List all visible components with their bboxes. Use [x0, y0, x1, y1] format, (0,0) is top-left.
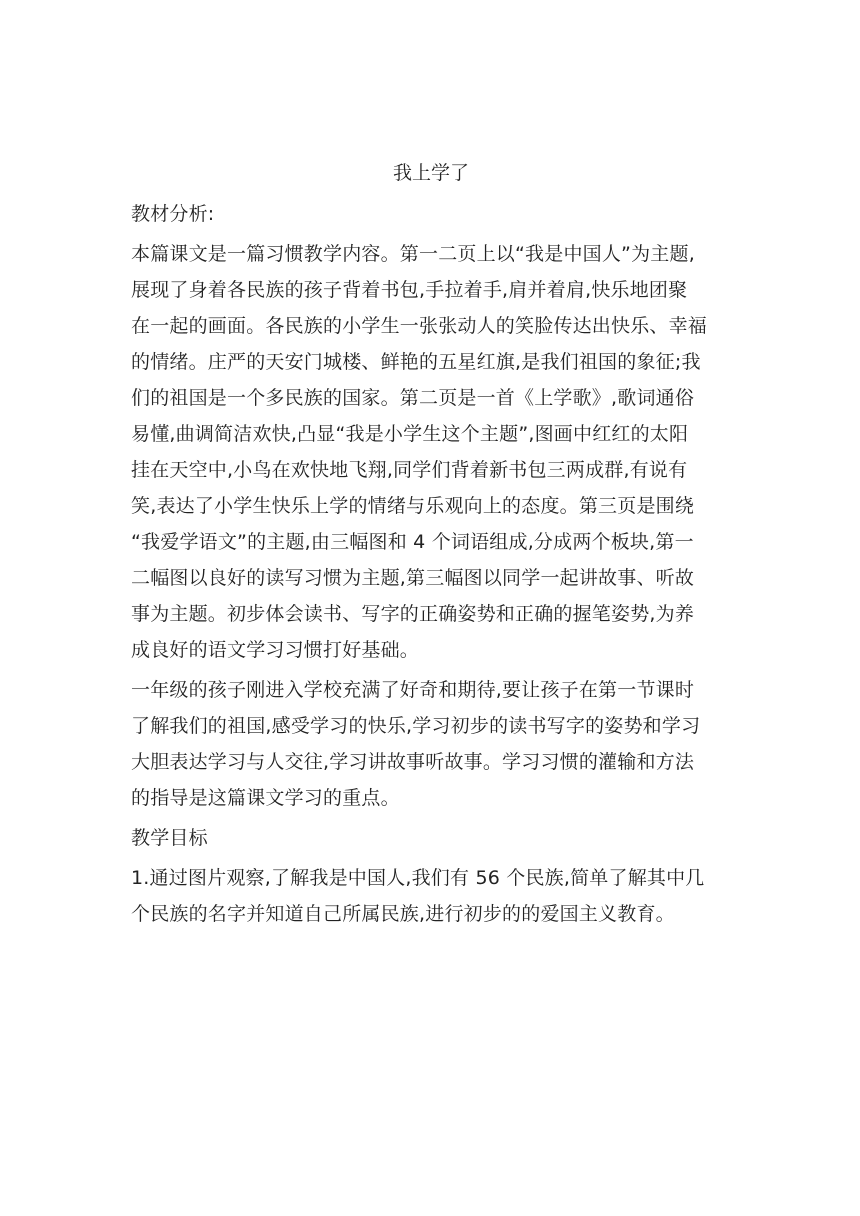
paragraph-line: 易懂,曲调简洁欢快,凸显“我是小学生这个主题”,图画中红红的太阳 [131, 423, 689, 445]
paragraph-line: 个民族的名字并知道自己所属民族,进行初步的的爱国主义教育。 [131, 903, 675, 925]
section-heading-goals: 教学目标 [131, 827, 208, 849]
paragraph-line: 的指导是这篇课文学习的重点。 [131, 787, 400, 809]
paragraph-line: 1.通过图片观察,了解我是中国人,我们有 56 个民族,简单了解其中几 [131, 867, 705, 889]
document-body [131, 154, 731, 932]
paragraph-line: 事为主题。初步体会读书、写字的正确姿势和正确的握笔姿势,为养 [131, 603, 695, 625]
goal-item-1 [131, 860, 731, 932]
section-heading-analysis: 教材分析: [131, 203, 215, 225]
paragraph-line: 大胆表达学习与人交往,学习讲故事听故事。学习习惯的灌输和方法 [131, 751, 695, 773]
analysis-paragraph-2 [131, 672, 731, 816]
document-title: 我上学了 [392, 162, 469, 184]
paragraph-line: 在一起的画面。各民族的小学生一张张动人的笑脸传达出快乐、幸福 [131, 315, 708, 337]
paragraph-line: “我爱学语文”的主题,由三幅图和 4 个词语组成,分成两个板块,第一 [131, 531, 694, 553]
paragraph-line: 们的祖国是一个多民族的国家。第二页是一首《上学歌》,歌词通俗 [131, 387, 695, 409]
paragraph-line: 的情绪。庄严的天安门城楼、鲜艳的五星红旗,是我们祖国的象征;我 [131, 351, 701, 373]
paragraph-line: 一年级的孩子刚进入学校充满了好奇和期待,要让孩子在第一节课时 [131, 679, 695, 701]
paragraph-line: 挂在天空中,小鸟在欢快地飞翔,同学们背着新书包三两成群,有说有 [131, 459, 688, 481]
paragraph-line: 二幅图以良好的读写习惯为主题,第三幅图以同学一起讲故事、听故 [131, 567, 695, 589]
paragraph-line: 成良好的语文学习习惯打好基础。 [131, 639, 420, 661]
paragraph-line: 笑,表达了小学生快乐上学的情绪与乐观向上的态度。第三页是围绕 [131, 495, 695, 517]
paragraph-line: 了解我们的祖国,感受学习的快乐,学习初步的读书写字的姿势和学习 [131, 715, 701, 737]
paragraph-line: 本篇课文是一篇习惯教学内容。第一二页上以“我是中国人”为主题, [131, 243, 695, 265]
analysis-paragraph-1 [131, 236, 731, 668]
paragraph-line: 展现了身着各民族的孩子背着书包,手拉着手,肩并着肩,快乐地团聚 [131, 279, 688, 301]
